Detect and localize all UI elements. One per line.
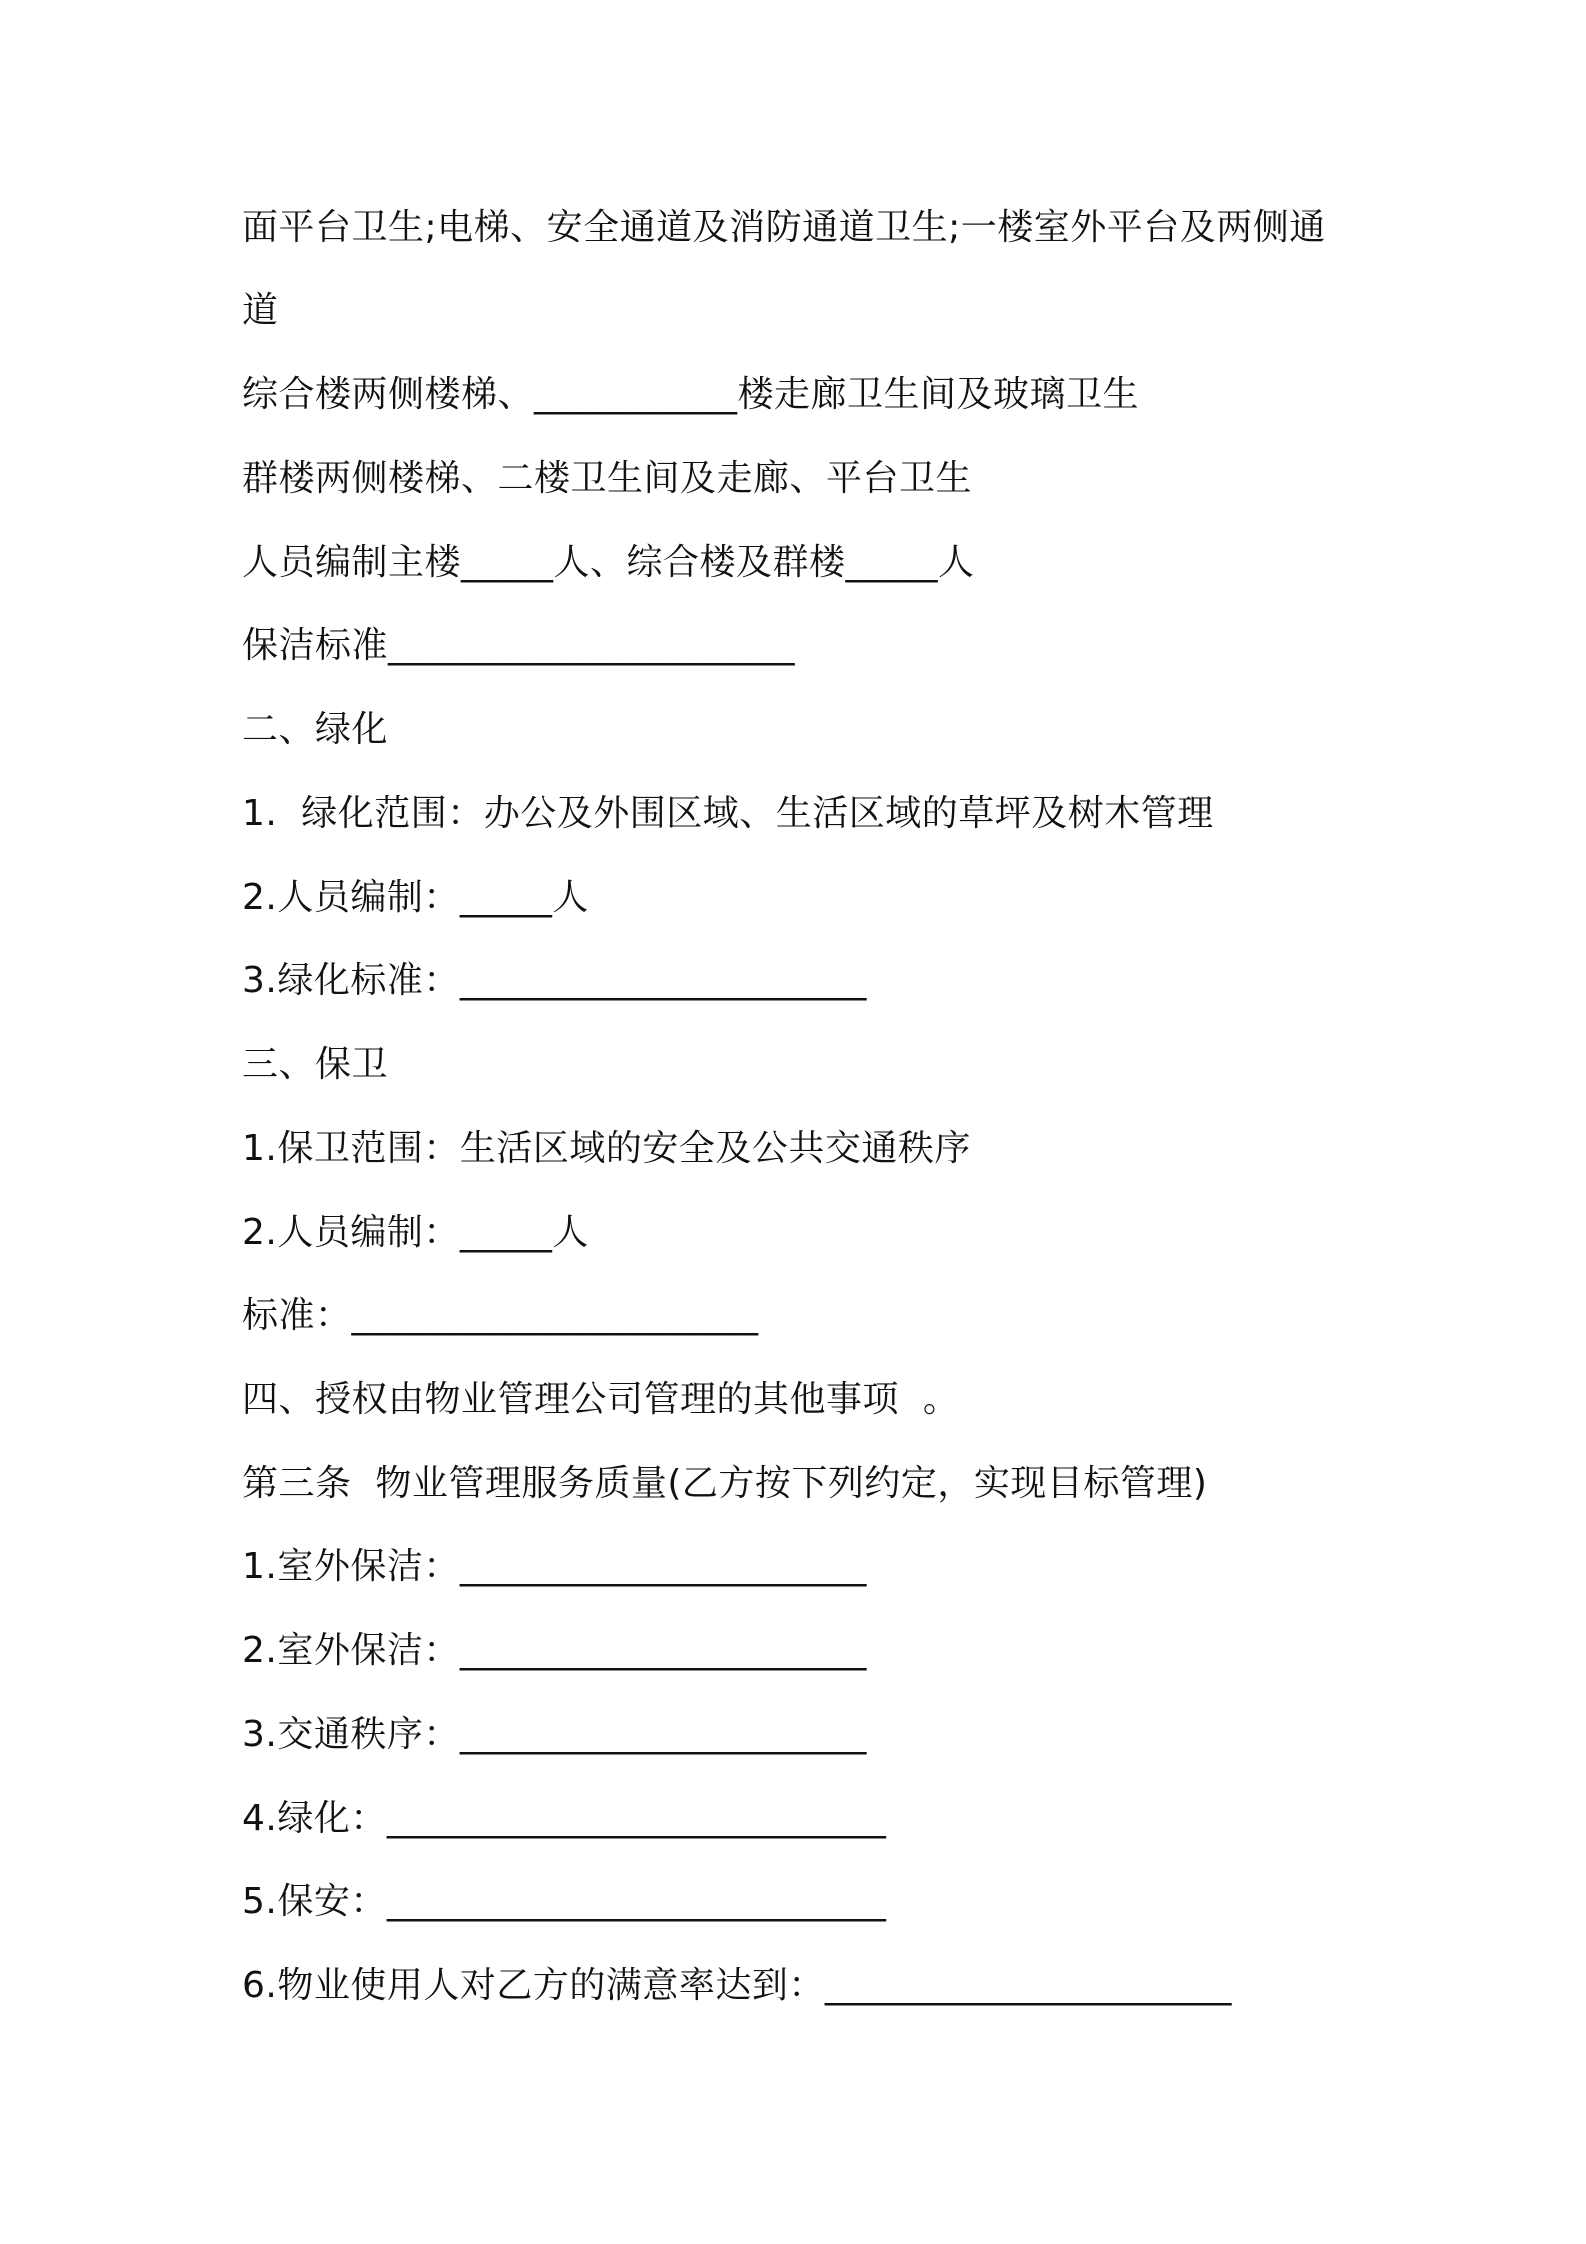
text-line: 2.人员编制：_____人 bbox=[242, 1212, 589, 1253]
text-line: 6.物业使用人对乙方的满意率达到：______________________ bbox=[242, 1965, 1232, 2006]
text-line: 标准：______________________ bbox=[242, 1295, 759, 1336]
text-line: 5.保安：___________________________ bbox=[242, 1881, 887, 1922]
text-line: 面平台卫生;电梯、安全通道及消防通道卫生;一楼室外平台及两侧通 bbox=[242, 207, 1326, 248]
text-line: 3.绿化标准：______________________ bbox=[242, 960, 867, 1001]
section-heading: 三、保卫 bbox=[242, 1044, 389, 1085]
text-line: 2.人员编制：_____人 bbox=[242, 877, 589, 918]
text-line: 保洁标准______________________ bbox=[242, 625, 796, 666]
text-line: 2.室外保洁：______________________ bbox=[242, 1630, 867, 1671]
text-line: 道 bbox=[242, 290, 279, 331]
text-line: 综合楼两侧楼梯、___________楼走廊卫生间及玻璃卫生 bbox=[242, 374, 1140, 415]
text-line: 3.交通秩序：______________________ bbox=[242, 1714, 867, 1755]
text-line: 1.室外保洁：______________________ bbox=[242, 1546, 867, 1587]
text-line: 1.保卫范围：生活区域的安全及公共交通秩序 bbox=[242, 1128, 971, 1169]
section-heading: 二、绿化 bbox=[242, 709, 389, 750]
text-line: 群楼两侧楼梯、二楼卫生间及走廊、平台卫生 bbox=[242, 458, 973, 499]
text-line: 4.绿化：___________________________ bbox=[242, 1798, 887, 1839]
text-line: 1. 绿化范围：办公及外围区域、生活区域的草坪及树木管理 bbox=[242, 793, 1214, 834]
text-line: 人员编制主楼_____人、综合楼及群楼_____人 bbox=[242, 542, 975, 583]
article-heading: 第三条 物业管理服务质量(乙方按下列约定，实现目标管理) bbox=[242, 1463, 1208, 1504]
section-heading: 四、授权由物业管理公司管理的其他事项 。 bbox=[242, 1379, 960, 1420]
